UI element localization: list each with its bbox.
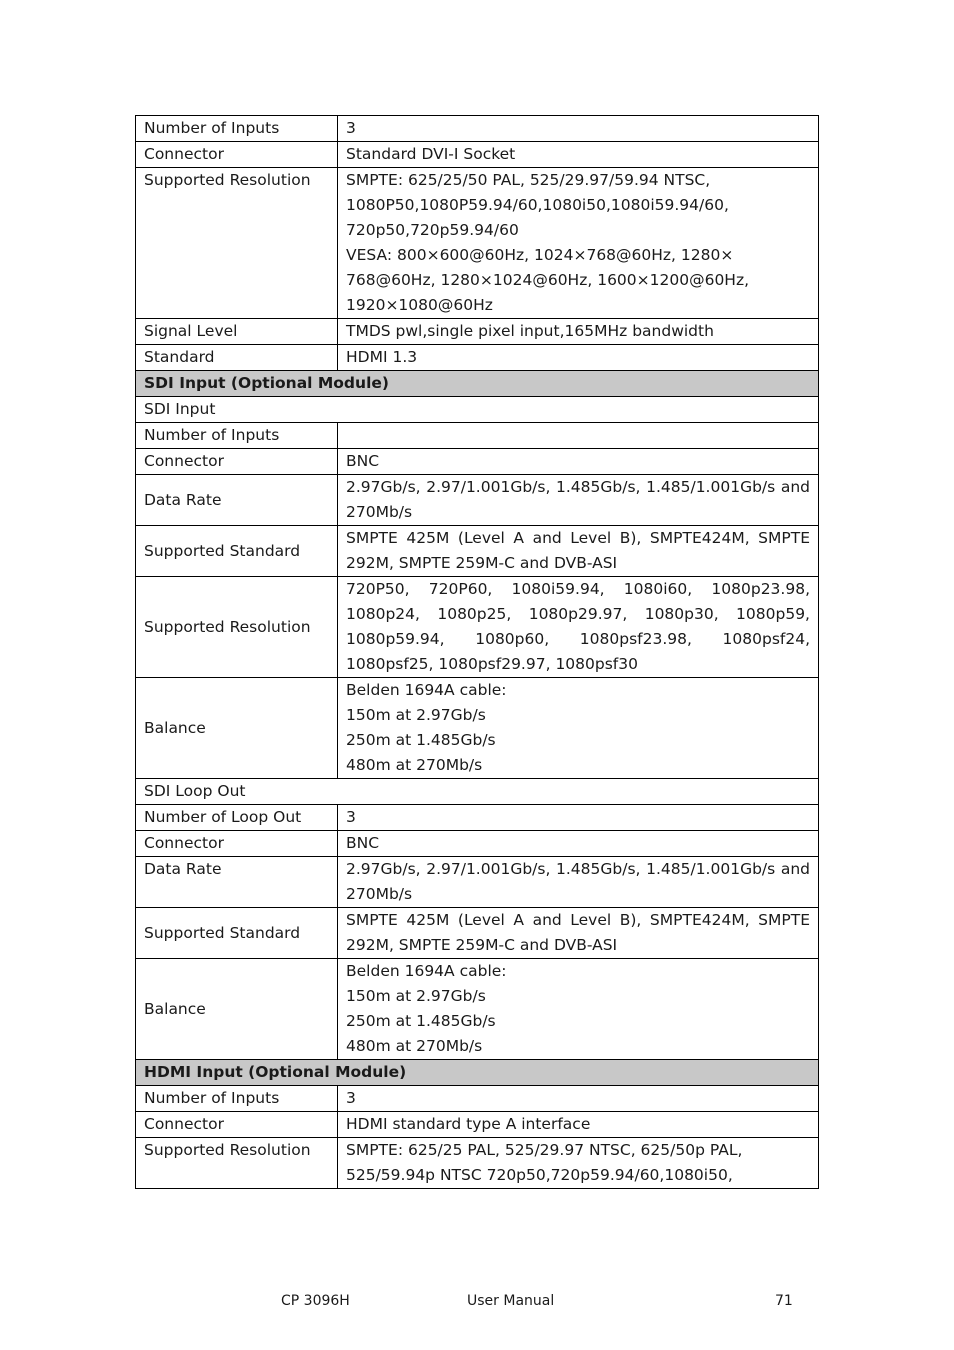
row-value: 3	[338, 805, 819, 831]
table-row	[136, 1086, 819, 1112]
table-row	[136, 908, 819, 959]
table-row	[136, 423, 819, 449]
row-value: Belden 1694A cable: 150m at 2.97Gb/s 250m at 1.485Gb/s 480m at 270Mb/s	[338, 678, 819, 779]
row-value: HDMI 1.3	[338, 345, 819, 371]
row-label: Number of Inputs	[136, 423, 338, 449]
table-row	[136, 345, 819, 371]
table-row	[136, 577, 819, 678]
table-row	[136, 142, 819, 168]
section-header-row	[136, 371, 819, 397]
row-label: Data Rate	[136, 857, 338, 908]
subhead-sdi-input: SDI Input	[136, 397, 819, 423]
footer-model: CP 3096H	[281, 1293, 350, 1309]
table-row	[136, 526, 819, 577]
row-value: 2.97Gb/s, 2.97/1.001Gb/s, 1.485Gb/s, 1.485/1.001Gb/s and 270Mb/s	[338, 857, 819, 908]
section-header-row	[136, 1060, 819, 1086]
row-label: Connector	[136, 449, 338, 475]
row-label: Supported Standard	[136, 908, 338, 959]
row-label: Connector	[136, 1112, 338, 1138]
row-value: 3	[338, 116, 819, 142]
row-label: Balance	[136, 678, 338, 779]
spec-table	[135, 115, 819, 1189]
row-label: Standard	[136, 345, 338, 371]
row-value: SMPTE 425M (Level A and Level B), SMPTE424M, SMPTE 292M, SMPTE 259M-C and DVB-ASI	[338, 526, 819, 577]
row-label: Data Rate	[136, 475, 338, 526]
subhead-sdi-loop-out: SDI Loop Out	[136, 779, 819, 805]
row-value: SMPTE: 625/25/50 PAL, 525/29.97/59.94 NTSC, 1080P50,1080P59.94/60,1080i50,1080i59.94/60, 720p50,720p59.94/60 VESA: 800×600@60Hz, 1024×768@60Hz, 1280× 768@60Hz, 1280×1024@60Hz, 1600×1200@60Hz, 1920×1080@60Hz	[338, 168, 819, 319]
row-value	[338, 423, 819, 449]
row-label: Supported Resolution	[136, 1138, 338, 1189]
row-value: BNC	[338, 831, 819, 857]
table-row	[136, 678, 819, 779]
table-row	[136, 168, 819, 319]
table-row	[136, 1138, 819, 1189]
table-row	[136, 857, 819, 908]
row-value: TMDS pwl,single pixel input,165MHz bandwidth	[338, 319, 819, 345]
row-value: 2.97Gb/s, 2.97/1.001Gb/s, 1.485Gb/s, 1.485/1.001Gb/s and 270Mb/s	[338, 475, 819, 526]
subhead-row	[136, 779, 819, 805]
section-title-sdi: SDI Input (Optional Module)	[136, 371, 819, 397]
footer-doc-title: User Manual	[467, 1293, 555, 1309]
table-row	[136, 1112, 819, 1138]
row-value: 720P50, 720P60, 1080i59.94, 1080i60, 1080p23.98, 1080p24, 1080p25, 1080p29.97, 1080p30, 1080p59, 1080p59.94, 1080p60, 1080psf23.98, 1080psf24, 1080psf25, 1080psf29.97, 1080psf30	[338, 577, 819, 678]
row-value: SMPTE: 625/25 PAL, 525/29.97 NTSC, 625/50p PAL, 525/59.94p NTSC 720p50,720p59.94/60,1080i50,	[338, 1138, 819, 1189]
table-row	[136, 959, 819, 1060]
row-value: Belden 1694A cable: 150m at 2.97Gb/s 250m at 1.485Gb/s 480m at 270Mb/s	[338, 959, 819, 1060]
row-label: Number of Inputs	[136, 1086, 338, 1112]
row-value: HDMI standard type A interface	[338, 1112, 819, 1138]
row-label: Balance	[136, 959, 338, 1060]
row-label: Supported Resolution	[136, 577, 338, 678]
row-value: 3	[338, 1086, 819, 1112]
row-value: SMPTE 425M (Level A and Level B), SMPTE424M, SMPTE 292M, SMPTE 259M-C and DVB-ASI	[338, 908, 819, 959]
row-value: Standard DVI-I Socket	[338, 142, 819, 168]
row-label: Number of Inputs	[136, 116, 338, 142]
row-label: Supported Standard	[136, 526, 338, 577]
table-row	[136, 805, 819, 831]
row-label: Connector	[136, 142, 338, 168]
table-row	[136, 449, 819, 475]
section-title-hdmi: HDMI Input (Optional Module)	[136, 1060, 819, 1086]
row-label: Connector	[136, 831, 338, 857]
table-row	[136, 319, 819, 345]
row-label: Signal Level	[136, 319, 338, 345]
row-value: BNC	[338, 449, 819, 475]
table-row	[136, 116, 819, 142]
row-label: Supported Resolution	[136, 168, 338, 319]
subhead-row	[136, 397, 819, 423]
table-row	[136, 475, 819, 526]
row-label: Number of Loop Out	[136, 805, 338, 831]
page-number: 71	[775, 1293, 793, 1309]
table-row	[136, 831, 819, 857]
